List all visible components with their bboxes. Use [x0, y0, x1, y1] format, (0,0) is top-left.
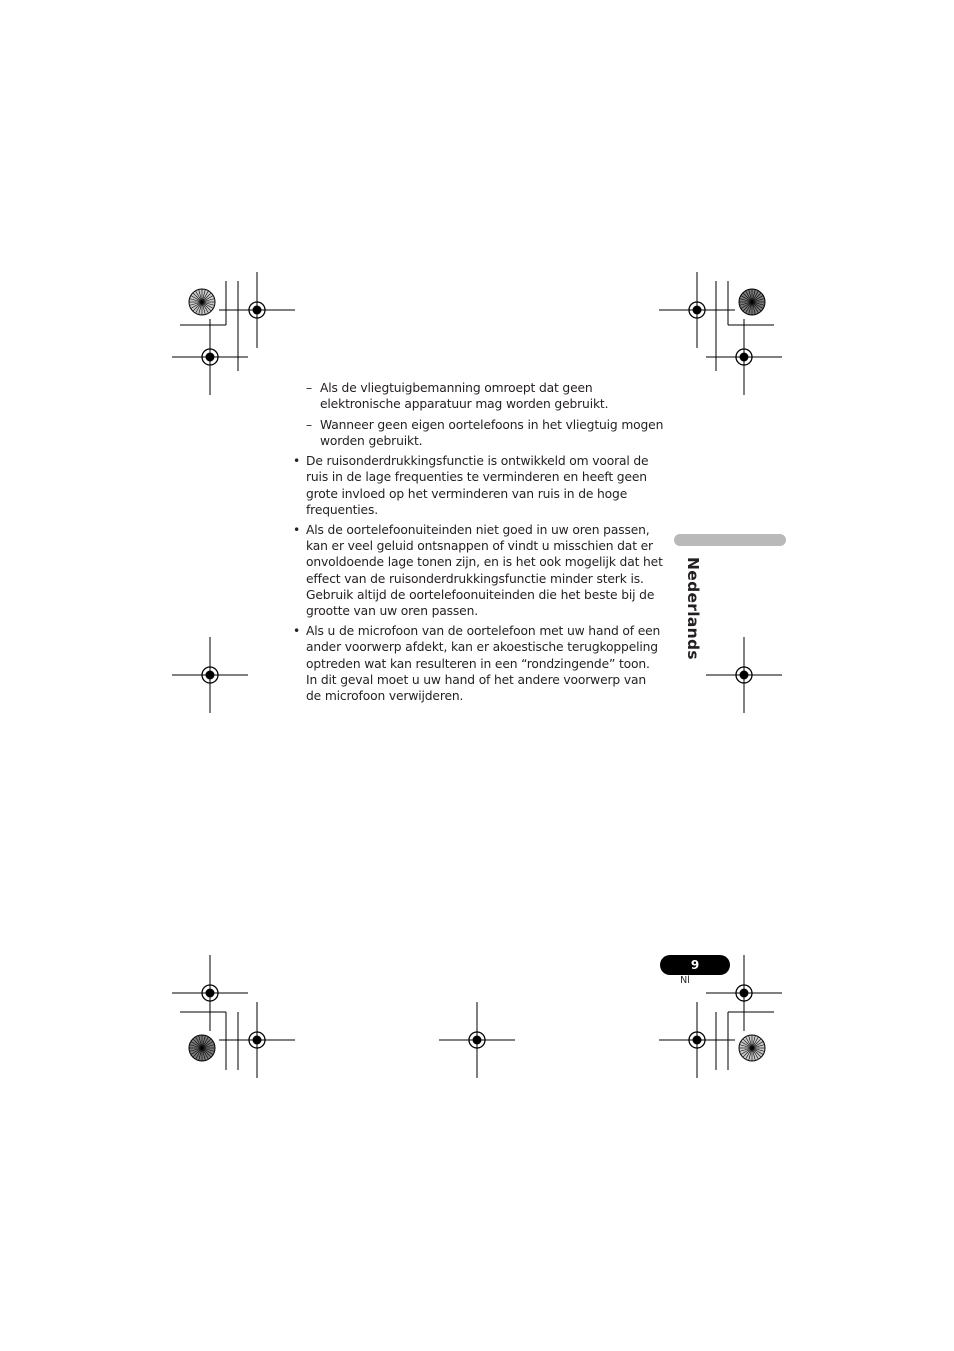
registration-mark-icon [172, 319, 248, 395]
list-item-text: Wanneer geen eigen oortelefoons in het vliegtuig mogen worden gebruikt. [320, 417, 664, 448]
language-label: Nederlands [684, 557, 702, 660]
bullet-marker: • [293, 454, 301, 469]
list-item-text: Als u de microfoon van de oortelefoon met uw hand of een ander voorwerp afdekt, kan er akoestische terugkoppeling optreden wat kan resulteren in een “rondzingende” toon. In dit geval moet u uw hand of het andere voorwerp van de microfoon verwijderen. [306, 624, 661, 703]
list-item [292, 417, 664, 449]
dash-marker: – [306, 381, 312, 395]
registration-mark-icon [659, 1002, 735, 1078]
list-item [292, 380, 664, 412]
list-item-text: Als de vliegtuigbemanning omroept dat geen elektronische apparatuur mag worden gebruikt. [320, 381, 609, 412]
language-tab [674, 534, 786, 546]
dash-marker: – [306, 417, 312, 432]
list-item [292, 453, 664, 517]
page-language-code: Nl [680, 975, 690, 986]
starburst-circle-icon [189, 289, 215, 315]
list-item [292, 522, 664, 619]
registration-mark-icon [172, 637, 248, 713]
document-body [292, 380, 664, 708]
starburst-circle-icon [739, 1035, 765, 1061]
registration-mark-icon [439, 1002, 515, 1078]
starburst-circle-icon [189, 1035, 215, 1061]
registration-mark-icon [172, 955, 248, 1031]
registration-mark-icon [219, 272, 295, 348]
starburst-circle-icon [739, 289, 765, 315]
bullet-marker: • [293, 523, 301, 538]
list-item [292, 623, 664, 703]
registration-mark-icon [219, 1002, 295, 1078]
list-item-text: Als de oortelefoonuiteinden niet goed in uw oren passen, kan er veel geluid ontsnappen of vindt u misschien dat er onvoldoende lage tonen zijn, en is het ook mogelijk dat het effect van de ruisonderdrukkingsfunctie minder sterk is. Gebruik altijd de oortelefoonuiteinden die het beste bij de grootte van uw oren passen. [306, 523, 663, 618]
bullet-marker: • [293, 624, 301, 639]
registration-mark-icon [706, 319, 782, 395]
page-number: 9 [660, 955, 730, 975]
registration-mark-icon [706, 637, 782, 713]
list-item-text: De ruisonderdrukkingsfunctie is ontwikkeld om vooral de ruis in de lage frequenties te verminderen en heeft geen grote invloed op het verminderen van ruis in de hoge frequenties. [306, 454, 649, 517]
registration-mark-icon [659, 272, 735, 348]
